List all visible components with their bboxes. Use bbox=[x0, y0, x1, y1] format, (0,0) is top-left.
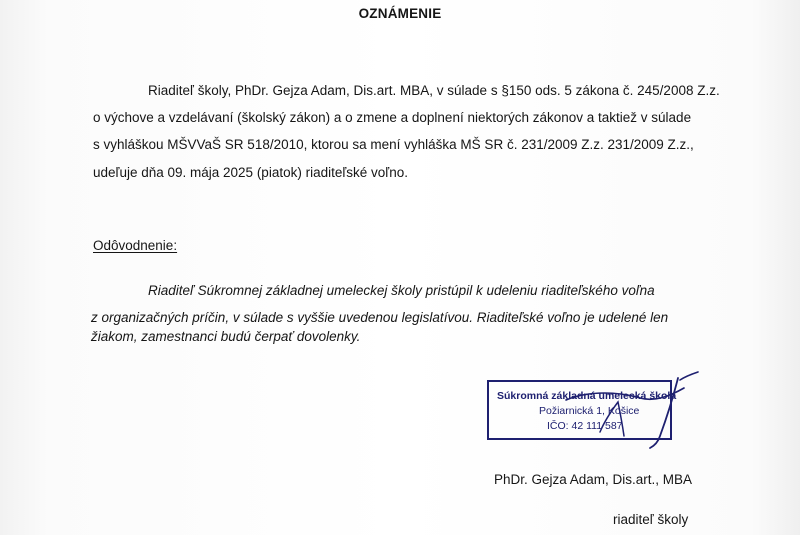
stamp-school-name: Súkromná základná umelecká škola bbox=[497, 390, 677, 402]
stamp-ico: IČO: 42 111 587 bbox=[547, 420, 623, 432]
handwritten-signature-icon bbox=[560, 370, 710, 450]
signatory-name: PhDr. Gejza Adam, Dis.art., MBA bbox=[494, 472, 693, 487]
stamp-address: Požiarnická 1, Košice bbox=[539, 405, 640, 417]
reason-line-1: Riaditeľ Súkromnej základnej umeleckej školy pristúpil k udeleniu riaditeľského voľna bbox=[148, 283, 655, 298]
intro-line-1: Riaditeľ školy, PhDr. Gejza Adam, Dis.art. MBA, v súlade s §150 ods. 5 zákona č. 245/2008 Z.z. bbox=[148, 83, 720, 98]
intro-line-3: s vyhláškou MŠVVaŠ SR 518/2010, ktorou sa mení vyhláška MŠ SR č. 231/2009 Z.z. 231/2009 Z.z., bbox=[93, 137, 694, 152]
document-title: OZNÁMENIE bbox=[358, 6, 442, 21]
reason-line-3: žiakom, zamestnanci budú čerpať dovolenky. bbox=[91, 329, 361, 344]
signatory-role: riaditeľ školy bbox=[613, 512, 689, 527]
reason-line-2: z organizačných príčin, v súlade s vyššie uvedenou legislatívou. Riaditeľské voľno je udelené len bbox=[91, 310, 669, 325]
reason-heading: Odôvodnenie: bbox=[93, 238, 178, 253]
intro-line-4: udeľuje dňa 09. mája 2025 (piatok) riaditeľské voľno. bbox=[93, 165, 409, 180]
intro-line-2: o výchove a vzdelávaní (školský zákon) a o zmene a doplnení niektorých zákonov a taktiež v súlade bbox=[93, 110, 692, 125]
